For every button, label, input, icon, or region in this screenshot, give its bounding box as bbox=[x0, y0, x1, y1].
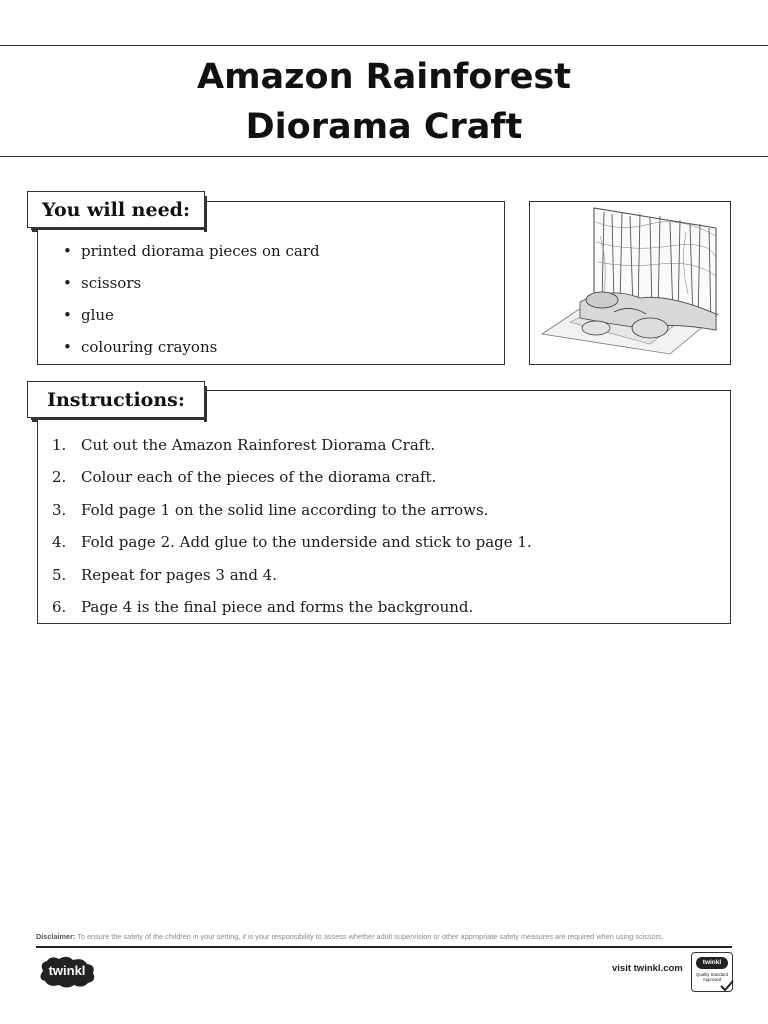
list-item: 4. Fold page 2. Add glue to the underside and stick to page 1. bbox=[52, 533, 532, 552]
list-item: • scissors bbox=[63, 274, 142, 292]
list-item: • glue bbox=[63, 306, 114, 324]
quality-badge bbox=[691, 952, 733, 992]
footer-rule bbox=[36, 946, 732, 948]
list-item: 3. Fold page 1 on the solid line according to the arrows. bbox=[52, 500, 489, 519]
diorama-illustration bbox=[530, 202, 729, 363]
title-line-1: Amazon Rainforest bbox=[196, 57, 571, 97]
title-line-2: Diorama Craft bbox=[245, 107, 523, 147]
disclaimer: Disclaimer: To ensure the safety of the children in your setting, it is your responsibility to assess whether adult supervision or other appropriate safety measures are required when using scissors. bbox=[36, 932, 664, 941]
twinkl-logo[interactable] bbox=[37, 955, 97, 989]
page-title bbox=[0, 52, 768, 152]
list-item: • colouring crayons bbox=[63, 338, 218, 356]
materials-heading-text: You will need: bbox=[42, 198, 190, 221]
visit-link[interactable]: visit twinkl.com bbox=[612, 963, 683, 974]
instructions-heading-text: Instructions: bbox=[47, 388, 185, 411]
list-item: • printed diorama pieces on card bbox=[63, 242, 320, 260]
instructions-list bbox=[52, 434, 532, 628]
check-icon bbox=[720, 980, 734, 992]
title-rule bbox=[0, 156, 768, 157]
list-item: 2. Colour each of the pieces of the diorama craft. bbox=[52, 468, 437, 487]
materials-heading bbox=[27, 191, 205, 228]
top-rule bbox=[0, 45, 768, 46]
list-item: 5. Repeat for pages 3 and 4. bbox=[52, 565, 277, 584]
badge-text: Quality Standard Approved bbox=[695, 972, 728, 982]
materials-tab-shadow-bottom bbox=[31, 227, 207, 230]
twinkl-logo-text: twinkl bbox=[48, 963, 86, 978]
badge-brand: twinkl bbox=[696, 957, 728, 969]
diorama-image-frame bbox=[529, 201, 731, 365]
materials-list bbox=[63, 240, 320, 368]
list-item: 1. Cut out the Amazon Rainforest Diorama Craft. bbox=[52, 436, 436, 454]
instructions-heading bbox=[27, 381, 205, 418]
instructions-tab-shadow-bottom bbox=[31, 417, 207, 420]
list-item: 6. Page 4 is the final piece and forms the background. bbox=[52, 597, 474, 616]
